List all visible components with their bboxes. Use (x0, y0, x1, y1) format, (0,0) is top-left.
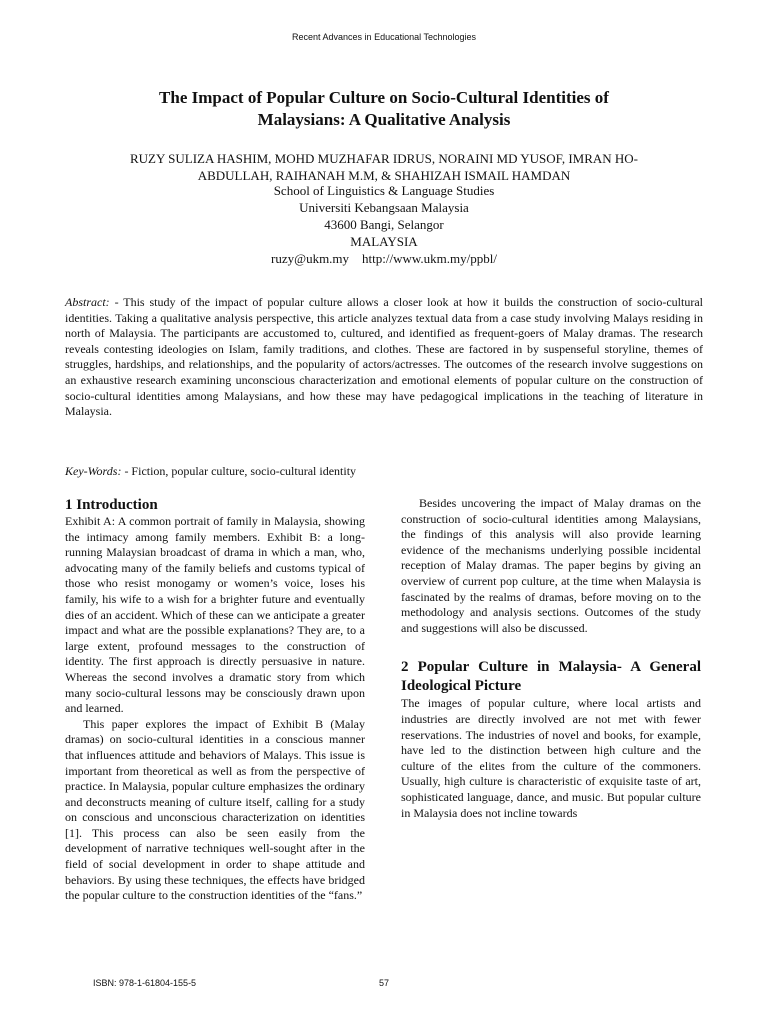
authors-line-2: ABDULLAH, RAIHANAH M.M, & SHAHIZAH ISMAIL HAMDAN (197, 168, 571, 183)
running-head: Recent Advances in Educational Technologies (292, 32, 476, 42)
affiliation-contact: ruzy@ukm.my http://www.ukm.my/ppbl/ (271, 251, 497, 266)
abstract (65, 295, 703, 420)
page-number: 57 (379, 978, 390, 988)
section-1-heading: 1 Introduction (65, 497, 158, 513)
affiliation-block (100, 182, 668, 267)
isbn: ISBN: 978-1-61804-155-5 (93, 978, 197, 988)
intro-paragraph-1: Exhibit A: A common portrait of family in Malaysia, showing the intimacy among family members. Exhibit B: a long-running Malaysian broadcast of drama in which a man, who, advocating many of the family beliefs and customs typical of those who resist monogamy or women’s voice, loses his family, his wife to a wish for a brighter future and eventually dies of an accident. Which of these can we anticipate a greater impact and what are the possible explanations? They are, to a large extent, profound messages to the construction of identity. The first approach is directly persuasive in nature. Whereas the second involves a dramatic story from which many socio-cultural lessons may be consciously drawn upon and learned. (65, 514, 365, 716)
keywords-text: - Fiction, popular culture, socio-cultural identity (121, 464, 357, 478)
intro-paragraph-2: This paper explores the impact of Exhibit B (Malay dramas) on socio-cultural identities in a conscious manner that influences attitude and behaviors of Malays. This issue is important from theoretical as well as from the perspective of practice. In Malaysia, popular culture emphasizes the ordinary and deconstructs meaning of culture itself, calling for a study on conscious and unconscious characterization on identities [1]. This process can also be seen easily from the development of narrative techniques well-sought after in the field of social development in order to shape attitude and behaviors. By using these techniques, the effects have bridged the popular culture to the construction identities of the “fans.” (65, 716, 365, 903)
left-column (65, 496, 365, 904)
keywords (65, 464, 703, 480)
affiliation-country: MALAYSIA (350, 234, 418, 249)
right-column (401, 496, 701, 821)
author-list (60, 150, 708, 184)
section-2-heading: 2 Popular Culture in Malaysia- A General Ideological Picture (401, 659, 701, 695)
affiliation-school: School of Linguistics & Language Studies (273, 183, 495, 198)
title-line-1: The Impact of Popular Culture on Socio-Cultural Identities of (159, 88, 609, 107)
affiliation-city: 43600 Bangi, Selangor (324, 217, 444, 232)
intro-paragraph-3: Besides uncovering the impact of Malay dramas on the construction of socio-cultural identities among Malaysians, the findings of this analysis will also provide learning evidence of the mechanisms underlying possible incidental reception of Malay dramas. The paper begins by giving an overview of current pop culture, at the time when Malaysia is fascinated by the realms of dramas, before moving on to the methodology and analysis sections. Outcomes of the study and suggestions will also be discussed. (401, 496, 701, 635)
paper-title (80, 87, 688, 131)
authors-line-1: RUZY SULIZA HASHIM, MOHD MUZHAFAR IDRUS, NORAINI MD YUSOF, IMRAN HO- (129, 151, 639, 166)
affiliation-university: Universiti Kebangsaan Malaysia (299, 200, 469, 215)
keywords-label: Key-Words: (65, 464, 122, 478)
section-2-paragraph-1: The images of popular culture, where local artists and industries are directly involved are not met with fewer reservations. The industries of novel and books, for example, have led to the distinction between high culture and the culture of the elites from the culture of the commoners. Usually, high culture is characteristic of exquisite taste of art, sophisticated language, dance, and music. But popular culture in Malaysia does not incline towards (401, 696, 701, 820)
title-line-2: Malaysians: A Qualitative Analysis (257, 110, 511, 129)
abstract-label: Abstract: (65, 295, 110, 309)
abstract-text: - This study of the impact of popular culture allows a closer look at how it builds the construction of socio-cultural identities. Taking a qualitative analysis perspective, this article analyzes textual data from a case study involving Malays residing in north of Malaysia. The participants are accustomed to, cultured, and identified as frequent-goers of Malay dramas. The research reveals contesting ideologies on Islam, family traditions, and clothes. These are factored in by suspenseful storyline, themes of struggles, hardships, and relationships, and the popularity of actors/actresses. The outcomes of the research involve suggestions on an exhaustive research examining unconscious characterization and emotional elements of popular culture on the construction of socio-cultural identities among Malaysians, and how these may have pedagogical implications in the teaching of literature in Malaysia. (65, 295, 703, 419)
